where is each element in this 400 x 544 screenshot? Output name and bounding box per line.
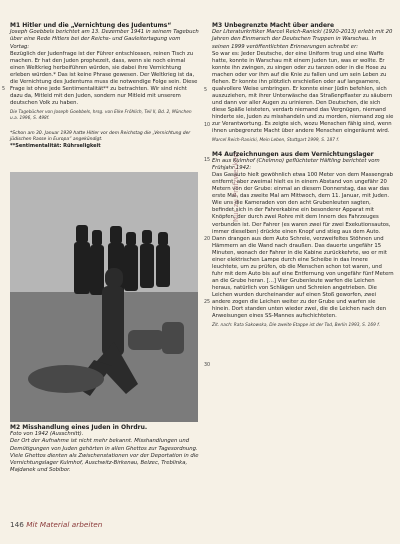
m1-footnote-2: **Sentimentalität: Rührseligkeit: [10, 143, 101, 150]
m3-heading: M3 Unbegrenzte Macht über andere: [212, 22, 335, 29]
line-number-5: 5: [2, 86, 6, 92]
historical-photo: [10, 172, 198, 422]
line-number-5: 5: [204, 87, 208, 93]
left-column: [2, 22, 200, 151]
m2-caption: Foto von 1942 (Ausschnitt). Der Ort der Aufnahme ist nicht mehr bekannt. Misshandlungen und Demütigungen von Juden gehörten in allen Ghettos zur Tagesordnung. Viele Ghettos dienten als Zwischenstationen vor der Deportation in die Vernichtungslager Kulmhof, Auschwitz-Birkenau, Belzec, Treblinka, Majdanek und Sobibor.: [10, 431, 199, 473]
watermark-stamp: Nur zu Prüfzwecken: [232, 152, 240, 222]
m1-intro: Joseph Goebbels berichtet am 13. Dezember 1941 in seinem Tagebuch über eine Rede Hitlers bei der Reichs- und Gauleitertagung vom Vortag:: [10, 29, 199, 50]
photo-illustration: [10, 172, 198, 422]
line-number-20: 20: [204, 237, 211, 243]
line-number-10: 10: [204, 122, 211, 128]
section-title: Mit Material arbeiten: [26, 520, 103, 529]
m3-intro: Der Literaturkritiker Marcel Reich-Ranicki (1920-2013) erlebt mit 20 Jahren den Einmarsch der Deutschen Truppen in Warschau. In seinen 1999 veröffentlichten Erinnerungen schreibt er:: [212, 29, 393, 50]
m1-body-block: [2, 50, 200, 107]
m3-source: Marcel Reich-Ranicki, Mein Leben, Stuttgart 1999, S. 187 f.: [212, 138, 340, 144]
m4-heading: M4 Aufzeichnungen aus dem Vernichtungslager: [212, 150, 374, 158]
m3-body: So war es: Jeder Deutsche, der eine Uniform trug und eine Waffe hatte, konnte in Warschau mit einem Juden tun, was er wollte. Er konnte ihn zwingen, zu singen oder zu tanzen oder in die Hose zu machen oder vor ihm auf die Knie zu fallen und um sein Leben zu flehen. Er konnte ihn plötzlich erschießen oder auf langsamere, qualvollere Weise umbringen. Er konnte einer Jüdin befehlen, sich auszuziehen, mit ihrer Unterwäsche das Straßenpflaster zu säubern und dann vor aller Augen zu urinieren. Den Deutschen, die sich diese Späße leisteten, verdarb niemand das Vergnügen, niemand hinderte sie, Juden zu misshandeln und zu morden, niemand zog sie zur Verantwortung. Es zeigte sich, wozu Menschen fähig sind, wenn ihnen unbegrenzte Macht über andere Menschen eingeräumt wird.: [212, 50, 394, 135]
m1-footnote-1: *Schon am 30. Januar 1939 hatte Hitler vor dem Reichstag die „Vernichtung der jüdischen Rasse in Europa“ angekündigt.: [10, 131, 191, 143]
m2-heading: M2 Misshandlung eines Juden in Ohrdru.: [10, 424, 148, 431]
m1-heading: M1 Hitler und die „Vernichtung des Judentums“: [10, 22, 172, 29]
m1-source: Die Tagebücher von Joseph Goebbels, hrsg. von Elke Fröhlich, Teil II, Bd. 2, München u.a. 1996, S. 498f.: [10, 109, 192, 121]
m4-body: Das Gasauto hielt gewöhnlich etwa 100 Meter von dem Massengrab entfernt, aber zweimal hielt es in einem Abstand von ungefähr 20 Metern von der Grube: einmal an diesem Donnerstag, das war das erste Mal, das zweite Mal am Mittwoch, dem 11. Januar, mit Juden. Wie uns die Kameraden von den acht Grubenleuten sagten, befindet sich in der Fahrerkabine ein besonderer Apparat mit Knöpfen, der durch zwei Rohre mit dem Innern des Fahrzeuges verbunden ist. Der Fahrer (es waren zwei für zwei Exekutionsautos, immer dieselben) drückte einen Knopf und stieg aus dem Auto. Dann drangen aus dem Auto Schreie, verzweifeltes Stöhnen und Hämmern an die Wand nach draußen. Das dauerte ungefähr 15 Minuten, wonach der Fahrer in die Kabine zurückkehrte, wo er mit einer elektrischen Lampe durch eine Scheibe in das Innere leuchtete, um zu prüfen, ob die Menschen schon tot waren, und fuhr mit dem Auto bis auf eine Entfernung von ungefähr fünf Metern an die Grube heran. [...] Vier Grubenleute warfen die Leichen heraus, natürlich von Schlägen und Schreien angetrieben. Die Leichen wurden durcheinander auf einen Stoß geworfen, zwei andere zogen die Leichen weiter zu der Grube und warfen sie hinein. Dort standen unten wieder zwei, die die Leichen nach den Anweisungen eines SS-Mannes aufschichteten.: [212, 172, 394, 320]
page-footer: [10, 520, 102, 529]
m4-intro: Ein aus Kulmhof (Chelmno) geflüchteter Häftling berichtet vom Frühjahr 1942:: [212, 158, 380, 172]
m2-caption-block: [10, 424, 200, 474]
line-number-25: 25: [204, 300, 211, 306]
m4-source: Zit. nach: Rata Sakowska, Die zweite Etappe ist der Tod, Berlin 1993, S. 169 f.: [212, 323, 381, 329]
line-number-15: 15: [204, 157, 211, 163]
line-number-30: 30: [204, 363, 211, 369]
m1-body: Bezüglich der Judenfrage ist der Führer entschlossen, reinen Tisch zu machen. Er hat den Juden prophezeit, dass, wenn sie noch einmal einen Weltkrieg herbeiführen würden, sie dabei ihre Vernichtung erleben würden.* Das ist keine Phrase gewesen. Der Weltkrieg ist da, die Vernichtung des Judentums muss die notwendige Folge sein. Diese Frage ist ohne jede Sentimentalität** zu betrachten. Wir sind nicht dazu da, Mitleid mit den Juden, sondern nur Mitleid mit unserem deutschen Volk zu haben.: [10, 50, 198, 106]
page-number: 146: [10, 520, 24, 529]
photo-label: [10, 172, 26, 173]
